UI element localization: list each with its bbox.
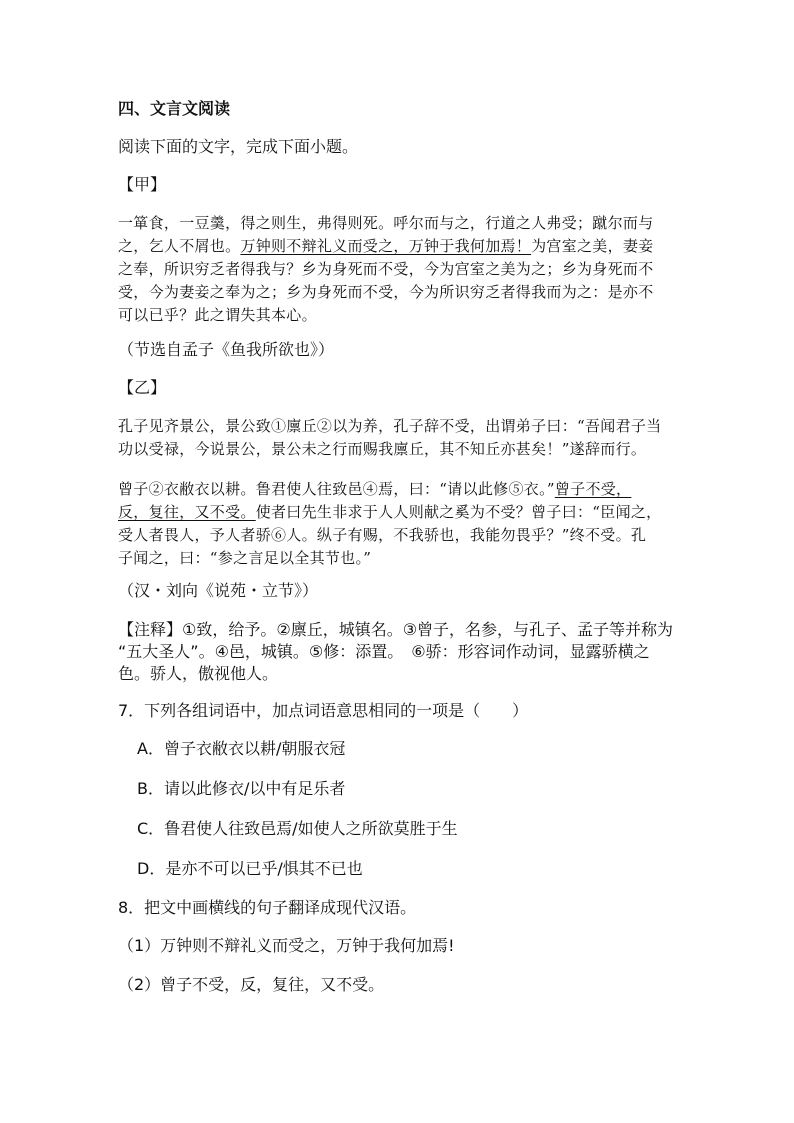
- instruction: 阅读下面的文字，完成下面小题。: [118, 137, 359, 156]
- yi-p2-line-1-plain: 曾子②衣敝衣以耕。鲁君使人往致邑④焉，曰：“请以此修⑤衣。”: [118, 480, 555, 498]
- notes-line-2: “五大圣人”。④邑，城镇。⑤修：添置。 ⑥骄：形容词作动词，显露骄横之: [118, 642, 650, 661]
- jia-line-1: 一箪食，一豆羹，得之则生，弗得则死。呼尔而与之，行道之人弗受；蹴尔而与: [118, 214, 654, 232]
- section-title: 四、文言文阅读: [118, 99, 231, 118]
- question-7-stem: 7．下列各组词语中，加点词语意思相同的一项是（ ）: [118, 701, 529, 720]
- notes-label: 【注释】: [118, 620, 183, 639]
- notes-line-1: [118, 621, 673, 639]
- yi-underlined-sentence-part2: 反，复往，又不受。: [118, 503, 256, 521]
- jia-line-2-plain: 之，乞人不屑也。: [118, 237, 241, 255]
- question-7-option-b: B．请以此修衣/以中有足乐者: [137, 779, 346, 798]
- question-7-option-a: A．曾子衣敝衣以耕/朝服衣冠: [137, 739, 346, 758]
- jia-source: （节选自孟子《鱼我所欲也》）: [118, 340, 335, 359]
- yi-underlined-sentence-part1: 曾子不受，: [554, 480, 632, 498]
- question-8-stem: 8．把文中画横线的句子翻译成现代汉语。: [118, 898, 417, 917]
- jia-line-2: [118, 237, 654, 255]
- jia-label: 【甲】: [118, 175, 167, 194]
- jia-line-2-tail: 为宫室之美，妻妾: [531, 237, 654, 255]
- yi-p2-line-2: [118, 503, 661, 521]
- jia-line-3: 之奉，所识穷乏者得我与？乡为身死而不受，今为宫室之美为之；乡为身死而不: [118, 260, 654, 278]
- notes-line-3: 色。骄人，傲视他人。: [118, 664, 279, 683]
- yi-label: 【乙】: [118, 378, 167, 397]
- yi-p1-line-2: 功以受禄，今说景公，景公未之行而赐我廪丘，其不知丘亦甚矣！”遂辞而行。: [118, 440, 647, 458]
- question-8-item-2: （2）曾子不受，反，复往，又不受。: [118, 975, 385, 994]
- yi-p1-line-1: 孔子见齐景公，景公致①廪丘②以为养，孔子辞不受，出谓弟子曰：“吾闻君子当: [118, 417, 662, 435]
- question-8-item-1: （1）万钟则不辩礼义而受之，万钟于我何加焉!: [118, 936, 455, 955]
- yi-p2-line-1: [118, 480, 631, 498]
- yi-source: （汉・刘向《说苑・立节》）: [118, 581, 319, 600]
- yi-p2-line-2-plain: 使者曰先生非求于人人则献之奚为不受？曾子曰：“臣闻之，: [255, 503, 662, 521]
- yi-p2-line-3: 受人者畏人，予人者骄⑥人。纵子有赐，不我骄也，我能勿畏乎？”终不受。孔: [118, 526, 647, 544]
- jia-line-5: 可以已乎？此之谓失其本心。: [118, 306, 317, 324]
- question-7-option-c: C．鲁君使人往致邑焉/如使人之所欲莫胜于生: [137, 819, 458, 838]
- question-7-option-d: D．是亦不可以已乎/惧其不已也: [137, 859, 363, 878]
- yi-p2-line-4: 子闻之，曰：“参之言足以全其节也。”: [118, 549, 372, 567]
- jia-underlined-sentence: 万钟则不辩礼义而受之，万钟于我何加焉！: [240, 237, 532, 255]
- jia-line-4: 受，今为妻妾之奉为之；乡为身死而不受，今为所识穷乏者得我而为之：是亦不: [118, 283, 654, 301]
- notes-text-1: ①致，给予。②廪丘，城镇名。③曾子，名参，与孔子、孟子等并称为: [182, 620, 674, 639]
